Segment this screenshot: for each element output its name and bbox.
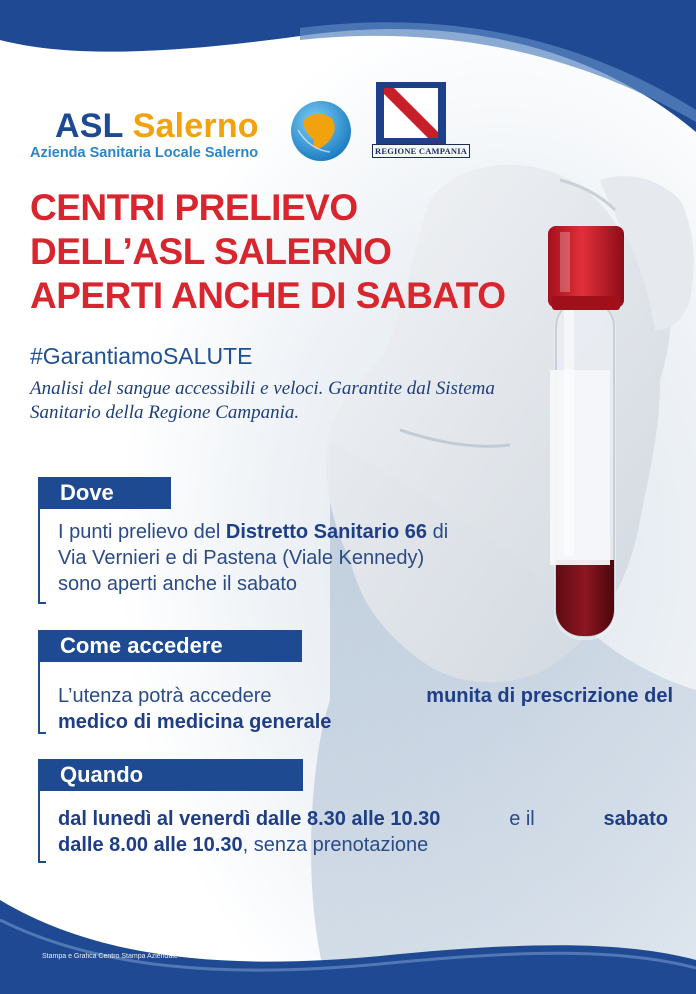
section-title-dove: Dove [38,477,171,509]
hashtag-part-2: SALUTE [162,343,253,369]
print-credit: Stampa e Grafica Centro Stampa Aziendale [42,953,178,960]
hashtag [30,343,252,370]
crest-stripe-icon [384,88,438,138]
asl-logo-subtitle: Azienda Sanitaria Locale Salerno [30,145,259,161]
headline-line-1: CENTRI PRELIEVO [30,187,358,228]
section-rule-tick-come [38,732,46,734]
section-rule-dove [38,509,40,604]
headline-line-3: APERTI ANCHE DI SABATO [30,275,506,316]
asl-logo-word-salerno: Salerno [132,107,259,145]
dove-line-1b: di [427,521,449,543]
regione-campania-crest [372,82,468,162]
headline [30,186,590,318]
hashtag-symbol: # [30,343,43,369]
section-rule-come [38,662,40,734]
asl-logo-title [55,108,295,144]
section-title-quando: Quando [38,759,303,791]
section-rule-tick-dove [38,602,46,604]
quando-saturday: sabato [603,808,668,830]
come-line-2-bold: medico di medicina generale [58,711,332,733]
quando-weekdays: dal lunedì al venerdì dalle 8.30 alle 10.30 [58,808,441,830]
section-rule-quando [38,791,40,863]
crest-shield [376,82,446,144]
section-text-dove [58,519,538,597]
asl-logo-word-asl: ASL [55,107,123,145]
dove-line-1a: I punti prelievo del [58,521,226,543]
quando-no-booking: , senza prenotazione [242,834,429,856]
section-text-quando [58,806,668,858]
come-line-1-bold: munita di prescrizione del [426,685,673,707]
dove-district: Distretto Sanitario 66 [225,521,428,543]
globe-map-icon [290,100,352,162]
dove-line-2: Via Vernieri e di Pastena (Viale Kennedy) [58,547,425,569]
section-text-come-accedere [58,683,673,735]
headline-line-2: DELL’ASL SALERNO [30,231,392,272]
tagline: Analisi del sangue accessibili e veloci. Garantite dal Sistema Sanitario della Regione Campania. [30,378,495,423]
asl-logo [30,107,295,161]
section-title-come-accedere: Come accedere [38,630,302,662]
hashtag-part-1: Garantiamo [42,343,163,369]
quando-connector: e il [509,808,535,830]
crest-label: REGIONE CAMPANIA [372,144,470,158]
dove-line-3: sono aperti anche il sabato [58,573,298,595]
come-line-1a: L’utenza potrà accedere [58,685,272,707]
section-rule-tick-quando [38,861,46,863]
quando-saturday-hours: dalle 8.00 alle 10.30 [58,834,243,856]
